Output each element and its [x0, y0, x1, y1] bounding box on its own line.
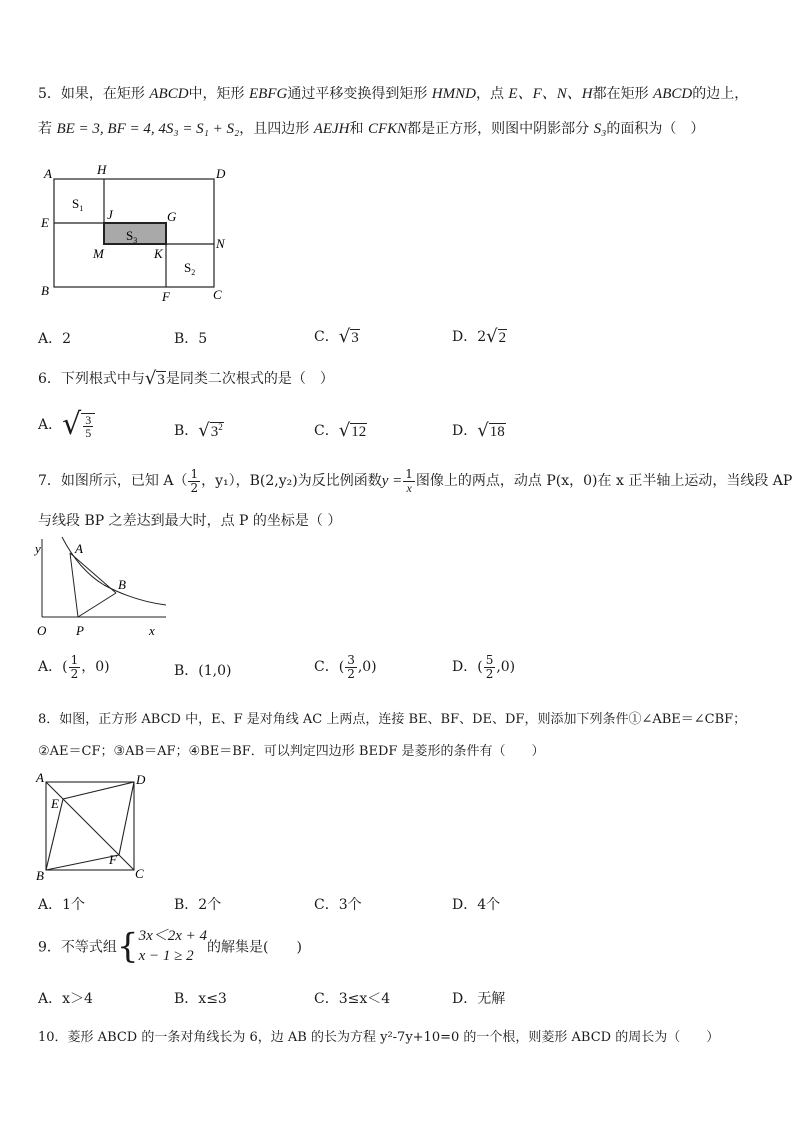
q7-figure	[34, 535, 174, 641]
q5-line1: 5．如果，在矩形 ABCD中，矩形 EBFG通过平移变换得到矩形 HMND，点 E、F、N、H都在矩形 ABCD的边上，	[38, 86, 749, 102]
label-S3: $S_3$	[126, 228, 138, 245]
label-K: K	[154, 246, 163, 261]
q6-stem: 6．下列根式中与 √ 3 是同类二次根式的是（ ）	[38, 368, 334, 389]
label-B: B	[118, 577, 126, 592]
q8-option-b[interactable]: B．2个	[174, 897, 222, 913]
q7-option-b[interactable]: B．(1,0)	[174, 663, 232, 679]
label-C: C	[213, 287, 222, 302]
label-O: O	[37, 623, 47, 638]
label-N: N	[216, 236, 225, 251]
label-A: A	[75, 541, 83, 556]
q8-option-a[interactable]: A．1个	[38, 897, 86, 913]
q5-option-b[interactable]: B．5	[174, 331, 208, 347]
q7-line2: 与线段 BP 之差达到最大时，点 P 的坐标是（ ）	[38, 513, 342, 529]
q7-line1: 7．如图所示，已知 A（ $\frac{1}{2}$ ，y₁），B(2,y₂)为反比例函数y = $\frac{1}{x}$ 图像上的两点，动点 P(x，0)在 x 正半轴上运动，当线段 AP	[38, 467, 793, 495]
q10-stem: 10．菱形 ABCD 的一条对角线长为 6，边 AB 的长为方程 y²-7y+10=0 的一个根，则菱形 ABCD 的周长为（ ）	[38, 1030, 720, 1045]
label-C: C	[135, 866, 144, 881]
label-D: D	[216, 166, 226, 181]
label-A: A	[36, 770, 44, 785]
label-F: F	[109, 852, 117, 867]
q8-figure	[34, 770, 154, 882]
label-x: x	[149, 623, 155, 638]
q9-option-a[interactable]: A．x＞4	[38, 991, 93, 1007]
q5-option-c[interactable]: C． √ 3	[314, 326, 359, 347]
label-G: G	[167, 209, 177, 224]
q5-line2: 若 BE = 3, BF = 4, 4S₃ = S₁ + S₂，且四边形 AEJH和 CFKN都是正方形，则图中阴影部分 S₃的面积为（ ）	[38, 121, 705, 137]
q5-option-a[interactable]: A．2	[38, 331, 72, 347]
q5-figure	[36, 160, 236, 305]
q7-option-d[interactable]: D．( $\frac{5}{2}$ ,0)	[452, 653, 516, 681]
label-y: y	[35, 541, 41, 556]
label-P: P	[76, 623, 84, 638]
label-M: M	[93, 246, 104, 261]
label-D: D	[136, 772, 146, 787]
label-S2: $S_2$	[184, 260, 196, 277]
q8-option-c[interactable]: C．3个	[314, 897, 362, 913]
label-B: B	[36, 868, 44, 882]
label-S1: $S_1$	[72, 196, 84, 213]
label-E: E	[51, 796, 59, 811]
q9-option-c[interactable]: C．3≤x＜4	[314, 991, 391, 1007]
q6-option-c[interactable]: C． √ 12	[314, 420, 367, 441]
q7-option-c[interactable]: C．( $\frac{3}{2}$ ,0)	[314, 653, 377, 681]
q5-option-d[interactable]: D．2 √ 2	[452, 326, 507, 347]
q8-line2: ②AE＝CF；③AB＝AF；④BE＝BF．可以判定四边形 BEDF 是菱形的条件有（ ）	[38, 744, 545, 759]
q8-option-d[interactable]: D．4个	[452, 897, 501, 913]
q6-option-d[interactable]: D． √ 18	[452, 420, 505, 441]
label-B: B	[41, 283, 49, 298]
q9-stem: 9．不等式组{ 3x＜2x + 4 x − 1 ≥ 2 的解集是( )	[38, 926, 302, 967]
label-F: F	[162, 289, 170, 304]
q6-option-b[interactable]: B． √ $3^2$	[174, 420, 223, 442]
label-A: A	[44, 166, 52, 181]
q8-line1: 8．如图，正方形 ABCD 中，E、F 是对角线 AC 上两点，连接 BE、BF、DE、DF，则添加下列条件①∠ABE＝∠CBF；	[38, 712, 747, 727]
label-H: H	[97, 162, 107, 177]
q7-option-a[interactable]: A．( $\frac{1}{2}$ ，0)	[38, 653, 110, 681]
label-E: E	[41, 215, 49, 230]
q6-option-a[interactable]: A． √ $\frac{3}{5}$	[38, 410, 95, 440]
q9-option-d[interactable]: D．无解	[452, 991, 506, 1007]
q9-option-b[interactable]: B．x≤3	[174, 991, 227, 1007]
label-J: J	[107, 207, 113, 222]
